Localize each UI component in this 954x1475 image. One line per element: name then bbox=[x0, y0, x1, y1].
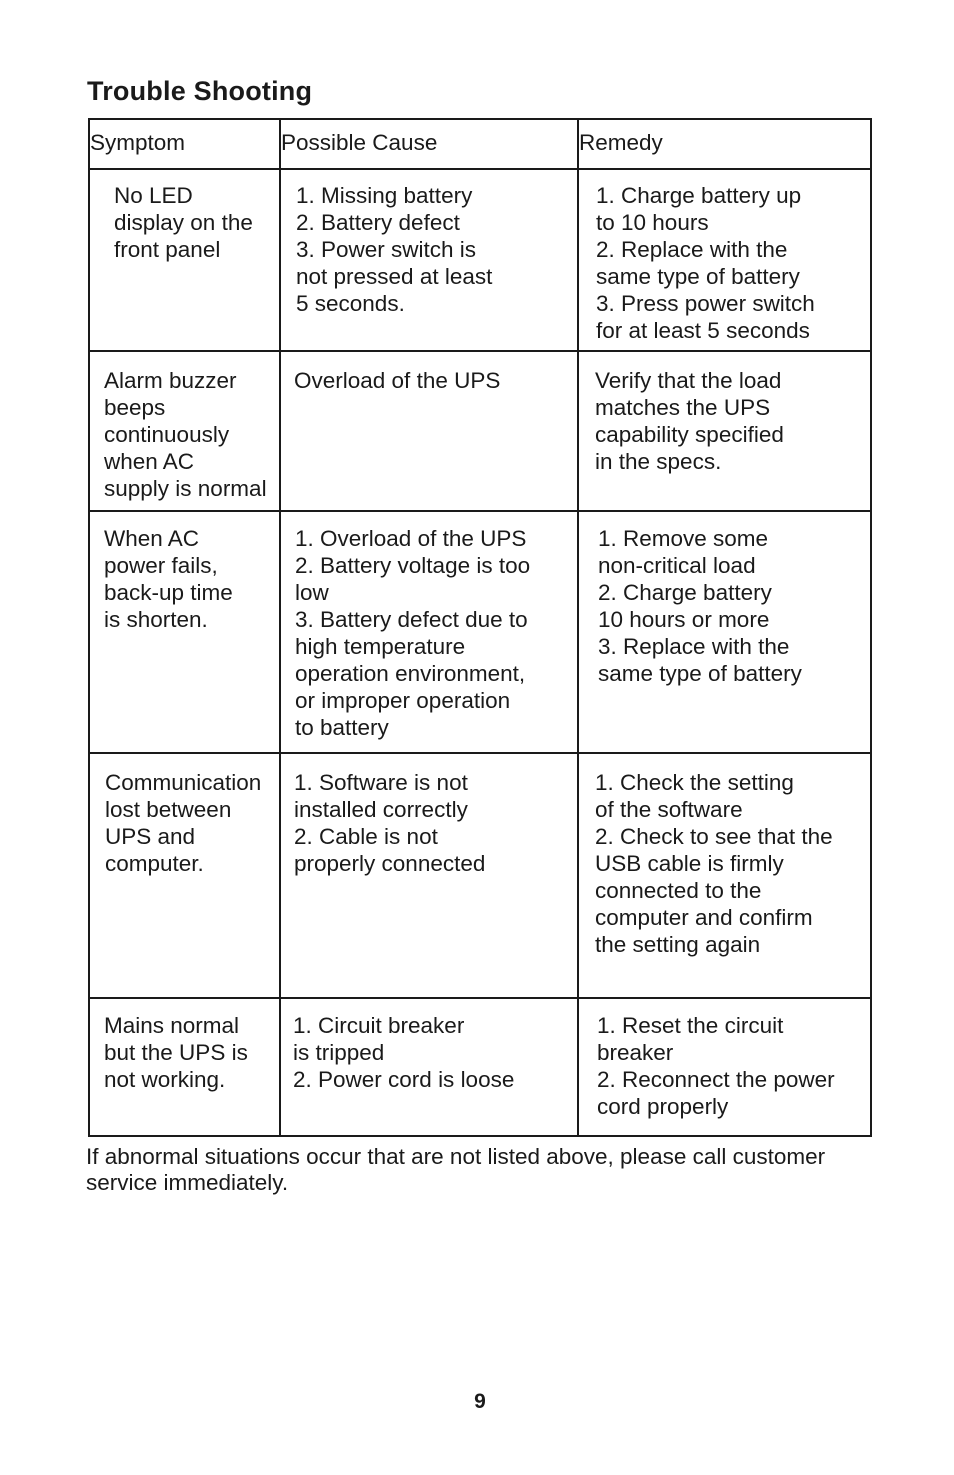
remedy-cell: Verify that the load matches the UPS capability specified in the specs. bbox=[578, 351, 871, 511]
symptom-cell: No LED display on the front panel bbox=[89, 169, 280, 351]
cause-cell: Overload of the UPS bbox=[280, 351, 578, 511]
cause-cell: 1. Software is not installed correctly 2. Cable is not properly connected bbox=[280, 753, 578, 998]
column-header-symptom: Symptom bbox=[89, 119, 280, 169]
table-row bbox=[89, 351, 871, 511]
table-row bbox=[89, 998, 871, 1136]
cause-cell: 1. Circuit breaker is tripped 2. Power cord is loose bbox=[280, 998, 578, 1136]
cause-cell: 1. Overload of the UPS 2. Battery voltage is too low 3. Battery defect due to high temperature operation environment, or improper operation to battery bbox=[280, 511, 578, 753]
column-header-remedy: Remedy bbox=[578, 119, 871, 169]
symptom-cell: Communication lost between UPS and computer. bbox=[89, 753, 280, 998]
symptom-cell: Alarm buzzer beeps continuously when AC supply is normal bbox=[89, 351, 280, 511]
table-row bbox=[89, 753, 871, 998]
footer-note: If abnormal situations occur that are not listed above, please call customer service immediately. bbox=[86, 1144, 826, 1195]
symptom-cell: Mains normal but the UPS is not working. bbox=[89, 998, 280, 1136]
table-row bbox=[89, 511, 871, 753]
remedy-cell: 1. Check the setting of the software 2. Check to see that the USB cable is firmly connected to the computer and confirm the setting again bbox=[578, 753, 871, 998]
table-header-row bbox=[89, 119, 871, 169]
remedy-cell: 1. Reset the circuit breaker 2. Reconnect the power cord properly bbox=[578, 998, 871, 1136]
remedy-cell: 1. Remove some non-critical load 2. Charge battery 10 hours or more 3. Replace with the same type of battery bbox=[578, 511, 871, 753]
table-row bbox=[89, 169, 871, 351]
symptom-cell: When AC power fails, back-up time is shorten. bbox=[89, 511, 280, 753]
page-title: Trouble Shooting bbox=[87, 76, 313, 106]
page-number: 9 bbox=[474, 1390, 486, 1413]
remedy-cell: 1. Charge battery up to 10 hours 2. Replace with the same type of battery 3. Press power switch for at least 5 seconds bbox=[578, 169, 871, 351]
cause-cell: 1. Missing battery 2. Battery defect 3. Power switch is not pressed at least 5 seconds. bbox=[280, 169, 578, 351]
column-header-possible-cause: Possible Cause bbox=[280, 119, 578, 169]
troubleshooting-table bbox=[88, 118, 872, 1137]
